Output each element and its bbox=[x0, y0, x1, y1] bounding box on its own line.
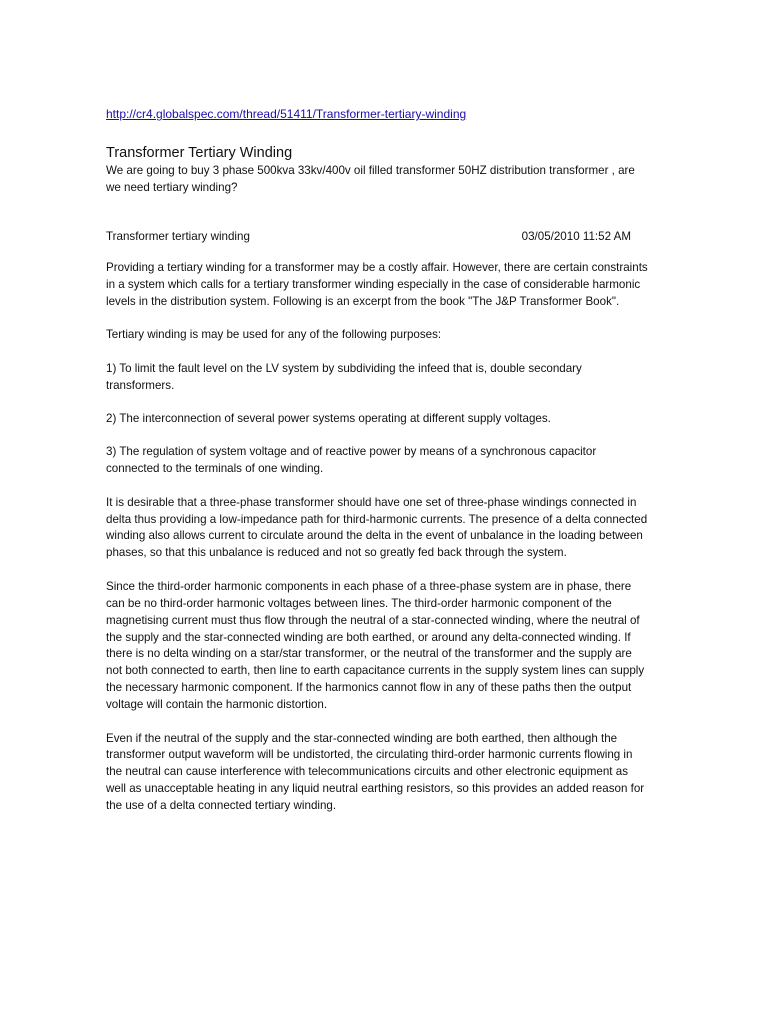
paragraph-delta-winding: It is desirable that a three-phase transformer should have one set of three-phase windings connected in delta thus providing a low-impedance path for third-harmonic currents. The presence of a delta connected winding also allows current to circulate around the delta in the event of unbalance in the loading between phases, so that this unbalance is reduced and not so greatly fed back through the system. bbox=[106, 495, 648, 560]
reply-timestamp: 03/05/2010 11:52 AM bbox=[521, 230, 631, 243]
document-title: Transformer Tertiary Winding bbox=[106, 145, 293, 161]
source-link[interactable]: http://cr4.globalspec.com/thread/51411/Transformer-tertiary-winding bbox=[106, 107, 467, 121]
paragraph-purpose-3: 3) The regulation of system voltage and of reactive power by means of a synchronous capacitor connected to the terminals of one winding. bbox=[106, 445, 597, 476]
paragraph-purpose-1: 1) To limit the fault level on the LV system by subdividing the infeed that is, double secondary transformers. bbox=[106, 361, 582, 392]
paragraph-neutral-earthing: Even if the neutral of the supply and the star-connected winding are both earthed, then although the transformer output waveform will be undistorted, the circulating third-order harmonic currents flowing in the neutral can cause interference with telecommunications circuits and other electronic equipment as well as unacceptable heating in any liquid neutral earthing resistors, so this provides an added reason for the use of a delta connected tertiary winding. bbox=[106, 731, 645, 813]
reply-heading: Transformer tertiary winding bbox=[106, 230, 250, 243]
paragraph-purpose-2: 2) The interconnection of several power systems operating at different supply voltages. bbox=[106, 411, 551, 425]
paragraph-third-harmonic: Since the third-order harmonic components in each phase of a three-phase system are in phase, there can be no third-order harmonic voltages between lines. The third-order harmonic component of the magnetising current must thus flow through the neutral of a star-connected winding, where the neutral of the supply and the star-connected winding are both earthed, or around any delta-connected winding. If there is no delta winding on a star/star transformer, or the neutral of the transformer and the supply are not both connected to earth, then line to earth capacitance currents in the supply system lines can supply the necessary harmonic component. If the harmonics cannot flow in any of these paths then the output voltage will contain the harmonic distortion. bbox=[106, 579, 645, 712]
paragraph-intro: Providing a tertiary winding for a transformer may be a costly affair. However, there are certain constraints in a system which calls for a tertiary transformer winding especially in the case of considerable harmonic levels in the distribution system. Following is an excerpt from the book "The J&P Transformer Book". bbox=[106, 261, 648, 308]
paragraph-purposes-heading: Tertiary winding is may be used for any of the following purposes: bbox=[106, 328, 442, 342]
reply-header bbox=[106, 228, 631, 245]
question-text: We are going to buy 3 phase 500kva 33kv/400v oil filled transformer 50HZ distribution transformer , are we need tertiary winding? bbox=[106, 164, 635, 194]
document-page bbox=[106, 106, 651, 832]
